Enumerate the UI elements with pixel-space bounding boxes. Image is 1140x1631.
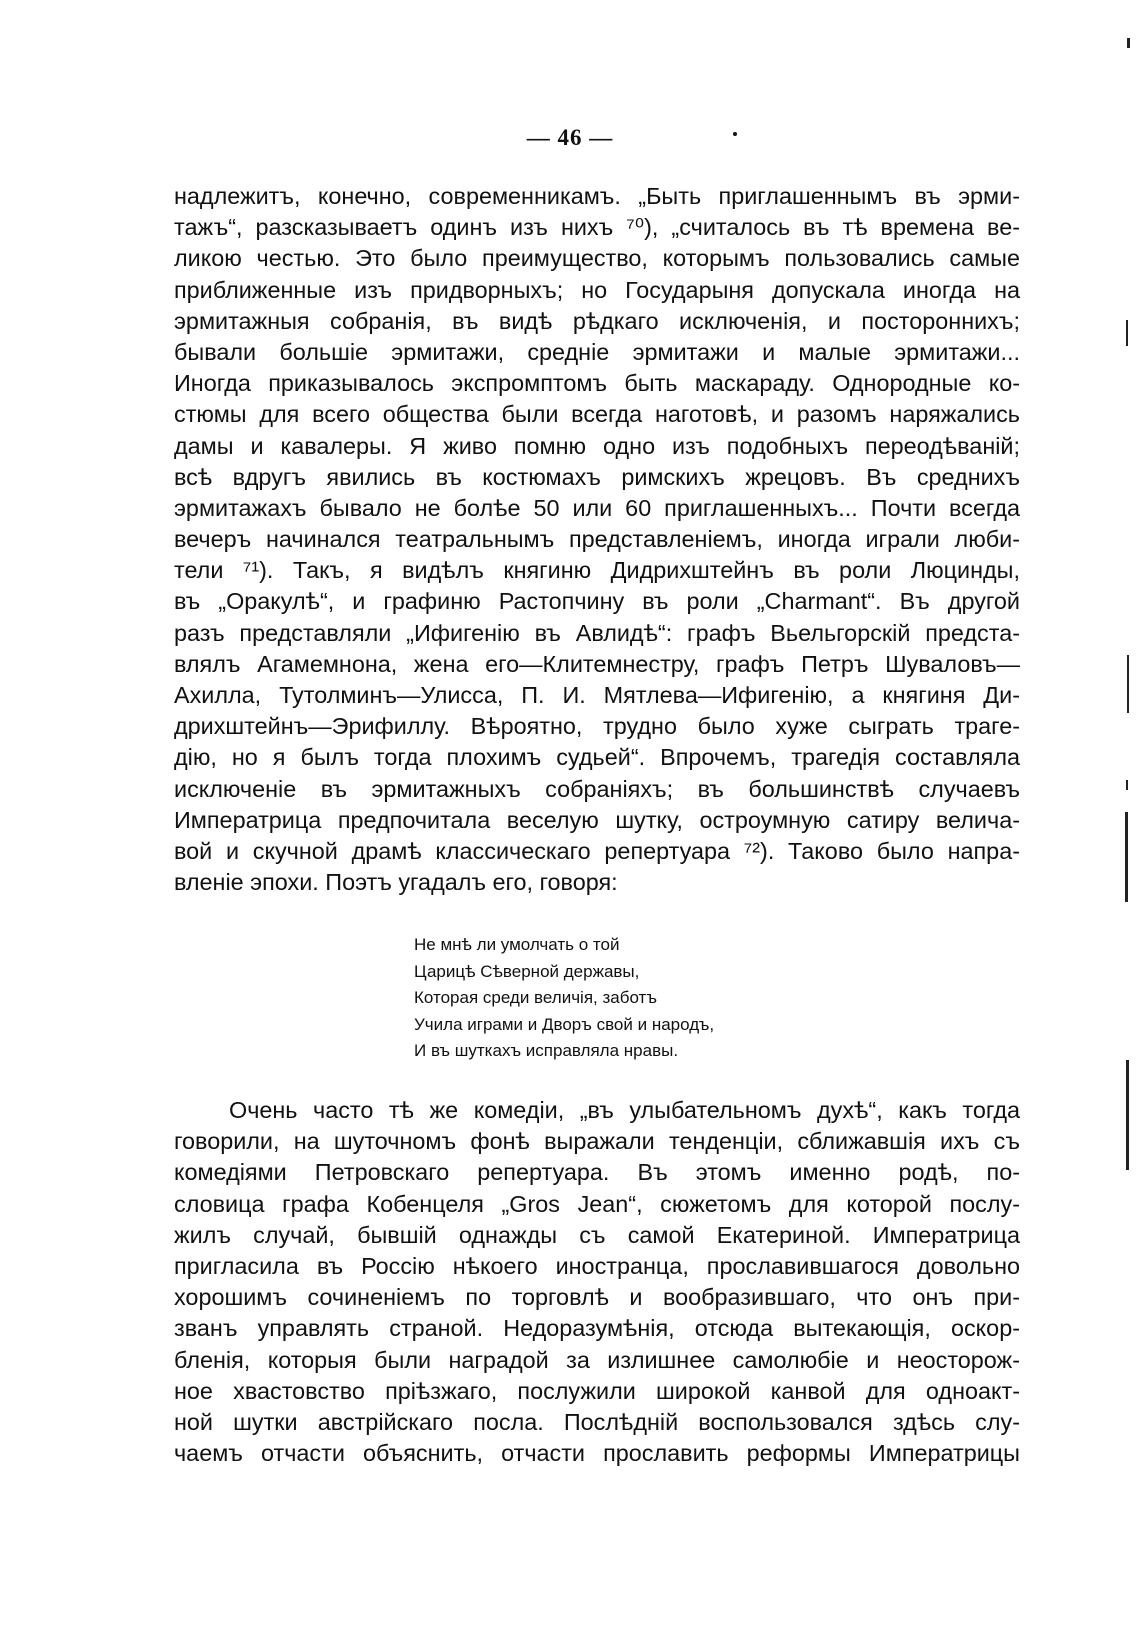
text-line: Ахилла, Тутолминъ—Улисса, П. И. Мятлева—Ифигенію, а княгиня Ди- bbox=[174, 682, 1020, 708]
text-line: надлежитъ, конечно, современникамъ. „Быть приглашеннымъ въ эрми- bbox=[174, 183, 1020, 209]
text-line: бывали большіе эрмитажи, средніе эрмитажи и малые эрмитажи... bbox=[174, 338, 1020, 365]
scan-edge-mark bbox=[1127, 38, 1130, 48]
text-line: Иногда приказывалось экспромптомъ быть маскараду. Однородные ко- bbox=[174, 370, 1020, 397]
text-line: эрмитажахъ бывало не болѣе 50 или 60 приглашенныхъ... Почти всегда bbox=[174, 494, 1020, 521]
text-line: ликою честью. Это было преимущество, которымъ пользовались самые bbox=[174, 245, 1020, 272]
page-number: — 46 — bbox=[526, 125, 614, 150]
text-line: исключеніе въ эрмитажныхъ собраніяхъ; въ большинствѣ случаевъ bbox=[174, 775, 1020, 802]
text-line: ной шутки австрійскаго посла. Послѣдній воспользовался здѣсь слу- bbox=[174, 1408, 1020, 1435]
text-line: званъ управлять страной. Недоразумѣнія, отсюда вытекающія, оскор- bbox=[174, 1315, 1020, 1342]
verse-line: Не мнѣ ли умолчать о той bbox=[414, 935, 620, 954]
text-line: въ „Оракулѣ“, и графиню Растопчину въ роли „Charmant“. Въ другой bbox=[174, 588, 1020, 615]
text-line: тели ⁷¹). Такъ, я видѣлъ княгиню Дидрихштейнъ въ роли Люцинды, bbox=[174, 557, 1020, 584]
text-line: дію, но я былъ тогда плохимъ судьей“. Впрочемъ, трагедія составляла bbox=[174, 744, 1020, 771]
text-line: Императрица предпочитала веселую шутку, остроумную сатиру велича- bbox=[174, 806, 1020, 833]
page-mark-dot bbox=[733, 132, 737, 136]
scan-edge-mark bbox=[1127, 655, 1129, 713]
scan-edge-mark bbox=[1126, 1060, 1129, 1170]
text-line: Очень часто тѣ же комедіи, „въ улыбательномъ духѣ“, какъ тогда bbox=[229, 1097, 1020, 1123]
verse-line: И въ шуткахъ исправляла нравы. bbox=[414, 1041, 679, 1060]
text-line: говорили, на шуточномъ фонѣ выражали тенденціи, сближавшія ихъ съ bbox=[174, 1128, 1020, 1155]
verse-quote bbox=[414, 932, 714, 1065]
verse-line: Царицѣ Сѣверной державы, bbox=[414, 961, 640, 981]
text-line: чаемъ отчасти объяснить, отчасти прославить реформы Императрицы bbox=[174, 1440, 1020, 1467]
text-line: жилъ случай, бывшій однажды съ самой Екатериной. Императрица bbox=[174, 1221, 1020, 1248]
text-line: влялъ Агамемнона, жена его—Клитемнестру, графъ Петръ Шуваловъ— bbox=[174, 650, 1020, 677]
text-line: вой и скучной драмѣ классическаго репертуара ⁷²). Таково было напра- bbox=[174, 837, 1020, 864]
text-line: ное хвастовство пріѣзжаго, послужили широкой канвой для одноакт- bbox=[174, 1377, 1020, 1404]
text-line: хорошимъ сочиненіемъ по торговлѣ и вообразившаго, что онъ при- bbox=[174, 1284, 1020, 1311]
text-line: дамы и кавалеры. Я живо помню одно изъ подобныхъ переодѣваній; bbox=[174, 432, 1020, 459]
text-line: дрихштейнъ—Эрифиллу. Вѣроятно, трудно было хуже сыграть траге- bbox=[174, 713, 1020, 740]
paragraph-2 bbox=[174, 1095, 1020, 1469]
verse-line: Учила играми и Дворъ свой и народъ, bbox=[414, 1014, 715, 1034]
scan-edge-mark bbox=[1126, 320, 1128, 346]
text-line: вленіе эпохи. Поэтъ угадалъ его, говоря: bbox=[174, 869, 618, 896]
scan-edge-mark bbox=[1125, 812, 1128, 902]
verse-line: Которая среди величія, заботъ bbox=[414, 988, 657, 1007]
text-line: комедіями Петровскаго репертуара. Въ этомъ именно родѣ, по- bbox=[174, 1159, 1020, 1186]
text-line: словица графа Кобенцеля „Gros Jean“, сюжетомъ для которой послу- bbox=[174, 1190, 1020, 1217]
text-line: стюмы для всего общества были всегда наготовѣ, и разомъ наряжались bbox=[174, 401, 1020, 428]
text-line: пригласила въ Россію нѣкоего иностранца, прославившагося довольно bbox=[174, 1252, 1020, 1279]
text-line: тажъ“, разсказываетъ одинъ изъ нихъ ⁷⁰), „считалось въ тѣ времена ве- bbox=[174, 214, 1020, 241]
text-line: приближенные изъ придворныхъ; но Государыня допускала иногда на bbox=[174, 276, 1020, 303]
text-line: разъ представляли „Ифигенію въ Авлидѣ“: графъ Вьельгорскій предста- bbox=[174, 619, 1020, 646]
text-line: всѣ вдругъ явились въ костюмахъ римскихъ жрецовъ. Въ среднихъ bbox=[174, 463, 1020, 490]
paragraph-1 bbox=[174, 181, 1020, 898]
scan-edge-mark bbox=[1126, 780, 1128, 790]
text-line: бленія, которыя были наградой за излишнее самолюбіе и неосторож- bbox=[174, 1346, 1020, 1373]
text-line: эрмитажныя собранія, въ видѣ рѣдкаго исключенія, и постороннихъ; bbox=[174, 307, 1020, 334]
text-line: вечеръ начинался театральнымъ представленіемъ, иногда играли люби- bbox=[174, 526, 1020, 553]
